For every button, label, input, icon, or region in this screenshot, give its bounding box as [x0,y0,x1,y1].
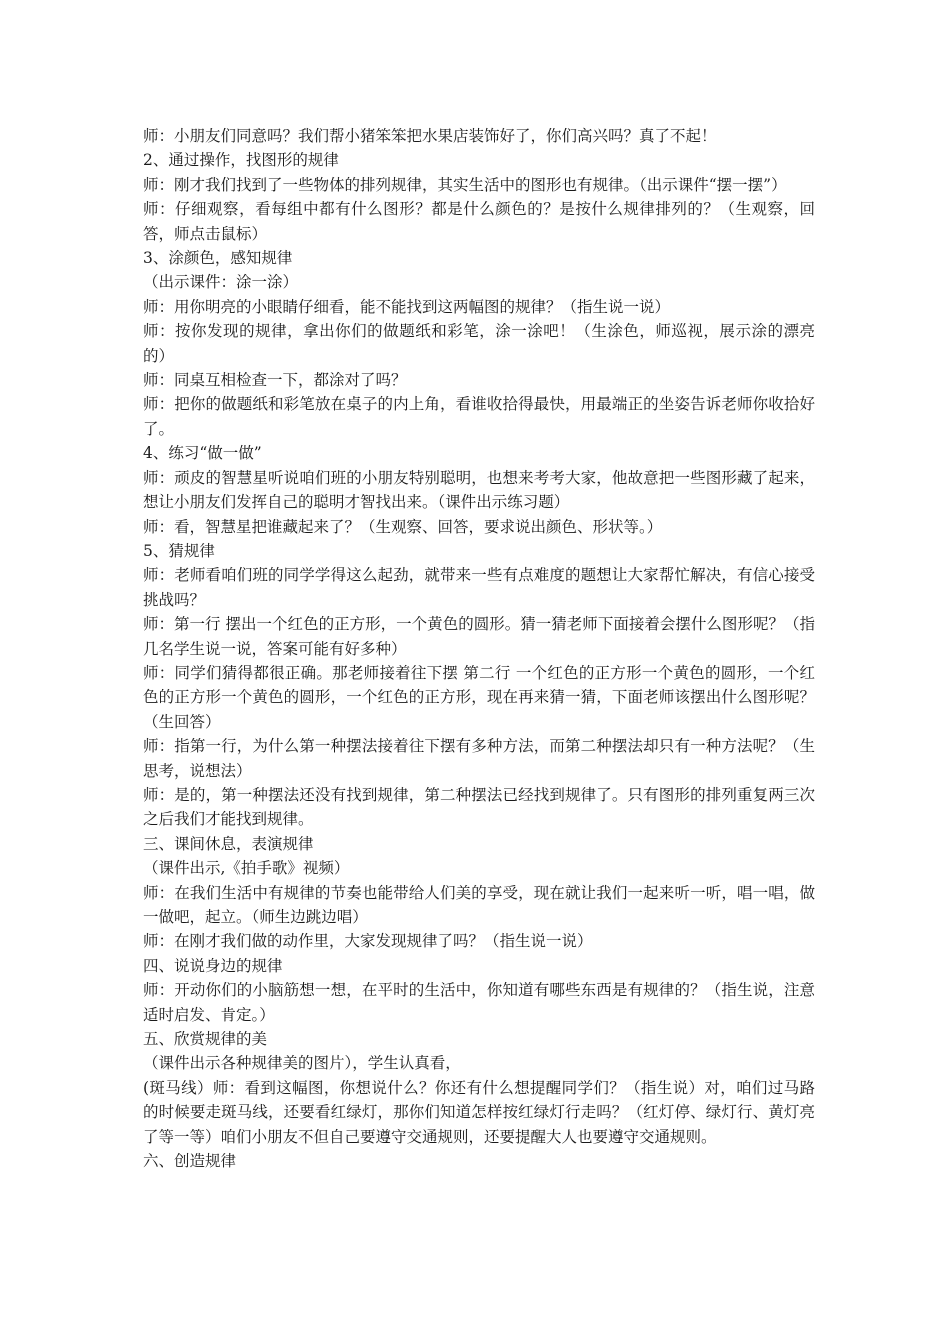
section-heading: 三、课间休息，表演规律 [143,834,314,853]
paragraph: 师：顽皮的智慧星听说咱们班的小朋友特别聪明，也想来考考大家，他故意把一些图形藏了起来，想让小朋友们发挥自己的聪明才智找出来。（课件出示练习题） [143,468,815,512]
paragraph: 师：老师看咱们班的同学学得这么起劲，就带来一些有点难度的题想让大家帮忙解决，有信心接受挑战吗？ [143,566,815,609]
paragraph: 师：指第一行，为什么第一种摆法接着往下摆有多种方法，而第二种摆法却只有一种方法呢？（生思考，说想法） [143,737,815,780]
paragraph: 师：按你发现的规律，拿出你们的做题纸和彩笔，涂一涂吧！（生涂色，师巡视，展示涂的漂亮的） [143,322,815,365]
paragraph: 师：同学们猜得都很正确。那老师接着往下摆 第二行 一个红色的正方形一个黄色的圆形，一个红色的正方形一个黄色的圆形，一个红色的正方形，现在再来猜一猜，下面老师该摆出什么图形呢？（生回答） [143,663,815,731]
section-heading: 3、涂颜色，感知规律 [143,249,293,268]
section-heading: 五、欣赏规律的美 [143,1030,268,1049]
paragraph: （出示课件：涂一涂） [143,273,299,292]
paragraph: (斑马线）师：看到这幅图，你想说什么？你还有什么想提醒同学们？（指生说）对，咱们过马路的时候要走斑马线，还要看红绿灯，那你们知道怎样按红绿灯行走吗？（红灯停、绿灯行、黄灯亮了等一等）咱们小朋友不但自己要遵守交通规则，还要提醒大人也要遵守交通规则。 [143,1078,815,1146]
paragraph: 师：在我们生活中有规律的节奏也能带给人们美的享受，现在就让我们一起来听一听，唱一唱，做一做吧，起立。（师生边跳边唱） [143,883,815,926]
section-heading: 2、通过操作，找图形的规律 [143,151,339,170]
paragraph: 师：开动你们的小脑筋想一想，在平时的生活中，你知道有哪些东西是有规律的？（指生说，注意适时启发、肯定。） [143,981,815,1024]
paragraph: 师：第一行 摆出一个红色的正方形，一个黄色的圆形。猜一猜老师下面接着会摆什么图形呢？（指几名学生说一说，答案可能有好多种） [143,615,815,658]
paragraph: 师：看，智慧星把谁藏起来了？（生观察、回答，要求说出颜色、形状等。） [143,517,663,536]
section-heading: 4、练习“做一做” [143,444,262,463]
section-heading: 5、猜规律 [143,541,215,560]
paragraph: 师：小朋友们同意吗？我们帮小猪笨笨把水果店装饰好了，你们高兴吗？真了不起！ [143,127,717,145]
paragraph: （课件出示,《拍手歌》视频） [143,859,350,878]
section-heading: 四、说说身边的规律 [143,956,283,975]
paragraph: 师：刚才我们找到了一些物体的排列规律，其实生活中的图形也有规律。（出示课件“摆一摆”） [143,175,787,194]
paragraph: 师：在刚才我们做的动作里，大家发现规律了吗？（指生说一说） [143,932,593,951]
paragraph: 师：是的，第一种摆法还没有找到规律，第二种摆法已经找到规律了。只有图形的排列重复两三次之后我们才能找到规律。 [143,785,815,829]
document-body [143,124,815,1173]
paragraph: （课件出示各种规律美的图片），学生认真看， [143,1054,461,1073]
section-heading: 六、创造规律 [143,1152,237,1171]
paragraph: 师：用你明亮的小眼睛仔细看，能不能找到这两幅图的规律？（指生说一说） [143,297,671,316]
paragraph: 师：仔细观察，看每组中都有什么图形？都是什么颜色的？是按什么规律排列的？（生观察，回答，师点击鼠标） [143,200,815,243]
paragraph: 师：同桌互相检查一下，都涂对了吗？ [143,371,407,390]
paragraph: 师：把你的做题纸和彩笔放在桌子的内上角，看谁收拾得最快，用最端正的坐姿告诉老师你收拾好了。 [143,395,815,438]
